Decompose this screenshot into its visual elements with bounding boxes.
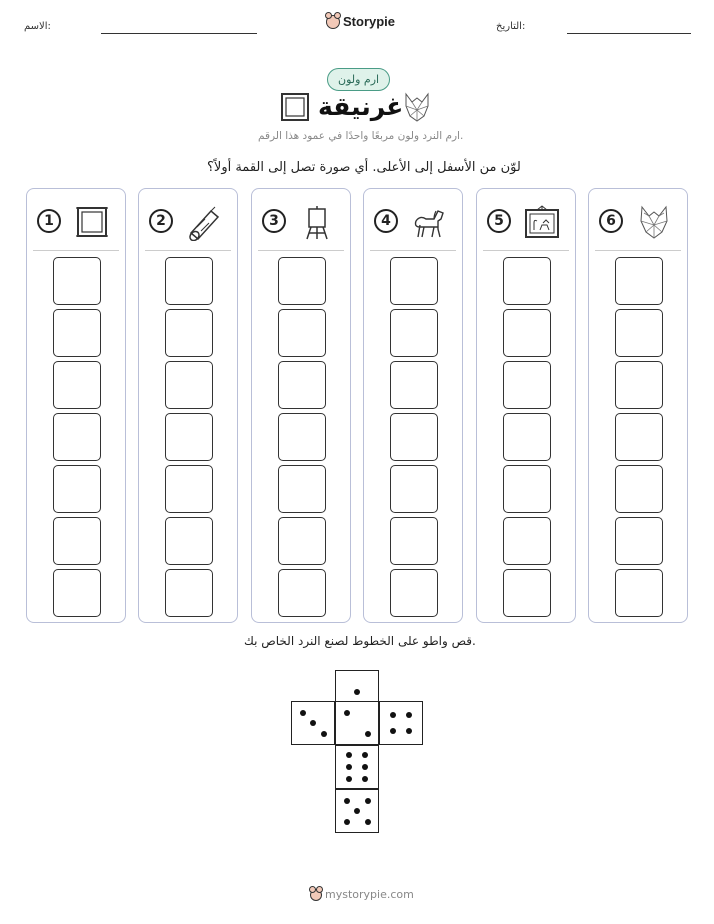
- name-line[interactable]: [101, 33, 257, 34]
- color-square[interactable]: [53, 257, 101, 305]
- color-square[interactable]: [53, 517, 101, 565]
- color-square[interactable]: [390, 465, 438, 513]
- color-square[interactable]: [278, 413, 326, 461]
- column-header: [364, 189, 462, 249]
- color-square[interactable]: [278, 569, 326, 617]
- dice-face-3: [291, 701, 335, 745]
- column-header: [252, 189, 350, 249]
- color-square[interactable]: [390, 361, 438, 409]
- color-square[interactable]: [278, 517, 326, 565]
- dice-pip: [365, 731, 371, 737]
- dice-pip: [346, 764, 352, 770]
- color-square[interactable]: [615, 465, 663, 513]
- dice-pip: [344, 710, 350, 716]
- color-square[interactable]: [615, 517, 663, 565]
- bear-logo-icon: [326, 15, 340, 29]
- column-number: 1: [37, 209, 61, 233]
- color-square[interactable]: [390, 309, 438, 357]
- color-square[interactable]: [53, 465, 101, 513]
- color-square[interactable]: [278, 465, 326, 513]
- column-divider: [145, 250, 231, 251]
- frame-icon: [73, 203, 111, 241]
- color-square[interactable]: [165, 413, 213, 461]
- color-square[interactable]: [53, 413, 101, 461]
- wolf-head-icon: [635, 203, 673, 241]
- column-number: 2: [149, 209, 173, 233]
- column-2: [138, 188, 238, 623]
- column-divider: [370, 250, 456, 251]
- dice-face-4: [379, 701, 423, 745]
- dice-instruction: قص واطو على الخطوط لصنع النرد الخاص بك.: [244, 634, 476, 648]
- column-number: 6: [599, 209, 623, 233]
- color-square[interactable]: [503, 413, 551, 461]
- color-square[interactable]: [615, 257, 663, 305]
- activity-pill: ارم ولون: [327, 68, 390, 91]
- activity-subtitle: ارم النرد ولون مربعًا واحدًا في عمود هذا الرقم.: [258, 130, 464, 142]
- dice-face-5: [335, 789, 379, 833]
- column-header: [139, 189, 237, 249]
- color-square[interactable]: [615, 413, 663, 461]
- color-square[interactable]: [390, 517, 438, 565]
- dice-pip: [300, 710, 306, 716]
- dice-pip: [310, 720, 316, 726]
- column-header: [477, 189, 575, 249]
- column-header: [589, 189, 687, 249]
- column-5: [476, 188, 576, 623]
- dice-pip: [406, 728, 412, 734]
- color-square[interactable]: [503, 257, 551, 305]
- color-square[interactable]: [165, 309, 213, 357]
- color-square[interactable]: [165, 257, 213, 305]
- color-square[interactable]: [503, 569, 551, 617]
- color-square[interactable]: [53, 569, 101, 617]
- color-square[interactable]: [503, 309, 551, 357]
- dice-pip: [346, 752, 352, 758]
- color-square[interactable]: [53, 309, 101, 357]
- column-3: [251, 188, 351, 623]
- color-square[interactable]: [503, 465, 551, 513]
- column-divider: [33, 250, 119, 251]
- column-number: 5: [487, 209, 511, 233]
- dice-face-6: [335, 745, 379, 789]
- color-square[interactable]: [615, 309, 663, 357]
- color-square[interactable]: [165, 361, 213, 409]
- color-square[interactable]: [165, 569, 213, 617]
- column-divider: [483, 250, 569, 251]
- color-square[interactable]: [278, 361, 326, 409]
- dice-pip: [362, 764, 368, 770]
- footer-url[interactable]: mystorypie.com: [325, 888, 414, 901]
- column-6: [588, 188, 688, 623]
- dice-pip: [346, 776, 352, 782]
- activity-instruction: لوّن من الأسفل إلى الأعلى. أي صورة تصل إلى القمة أولاً؟: [207, 160, 521, 175]
- dice-pip: [344, 819, 350, 825]
- color-square[interactable]: [165, 465, 213, 513]
- color-square[interactable]: [390, 257, 438, 305]
- color-square[interactable]: [278, 309, 326, 357]
- dice-pip: [354, 689, 360, 695]
- column-number: 3: [262, 209, 286, 233]
- color-square[interactable]: [278, 257, 326, 305]
- footer: [310, 888, 414, 901]
- brand-name: Storypie: [343, 14, 396, 29]
- dice-pip: [390, 728, 396, 734]
- color-square[interactable]: [615, 569, 663, 617]
- brand-logo: [326, 14, 395, 29]
- dice-pip: [365, 798, 371, 804]
- column-4: [363, 188, 463, 623]
- color-square[interactable]: [390, 569, 438, 617]
- dice-pip: [362, 776, 368, 782]
- color-square[interactable]: [390, 413, 438, 461]
- framed-painting-icon: [523, 203, 561, 241]
- dice-pip: [406, 712, 412, 718]
- dice-pip: [354, 808, 360, 814]
- column-divider: [258, 250, 344, 251]
- column-divider: [595, 250, 681, 251]
- column-number: 4: [374, 209, 398, 233]
- color-square[interactable]: [615, 361, 663, 409]
- dice-pip: [344, 798, 350, 804]
- dice-pip: [365, 819, 371, 825]
- color-square[interactable]: [165, 517, 213, 565]
- dice-pip: [321, 731, 327, 737]
- frame-icon: [280, 92, 310, 122]
- color-square[interactable]: [53, 361, 101, 409]
- page-title: غرنيقة: [318, 92, 404, 121]
- column-header: [27, 189, 125, 249]
- column-1: [26, 188, 126, 623]
- bear-logo-icon: [310, 889, 322, 901]
- horse-icon: [410, 203, 448, 241]
- dice-face-2: [335, 701, 379, 745]
- dice-pip: [362, 752, 368, 758]
- dice-pip: [390, 712, 396, 718]
- wolf-head-icon: [400, 90, 434, 124]
- date-line[interactable]: [567, 33, 691, 34]
- name-label: الاسم:: [24, 21, 51, 32]
- date-label: التاريخ:: [496, 21, 526, 32]
- easel-icon: [298, 203, 336, 241]
- color-square[interactable]: [503, 361, 551, 409]
- log-icon: [185, 203, 223, 241]
- color-square[interactable]: [503, 517, 551, 565]
